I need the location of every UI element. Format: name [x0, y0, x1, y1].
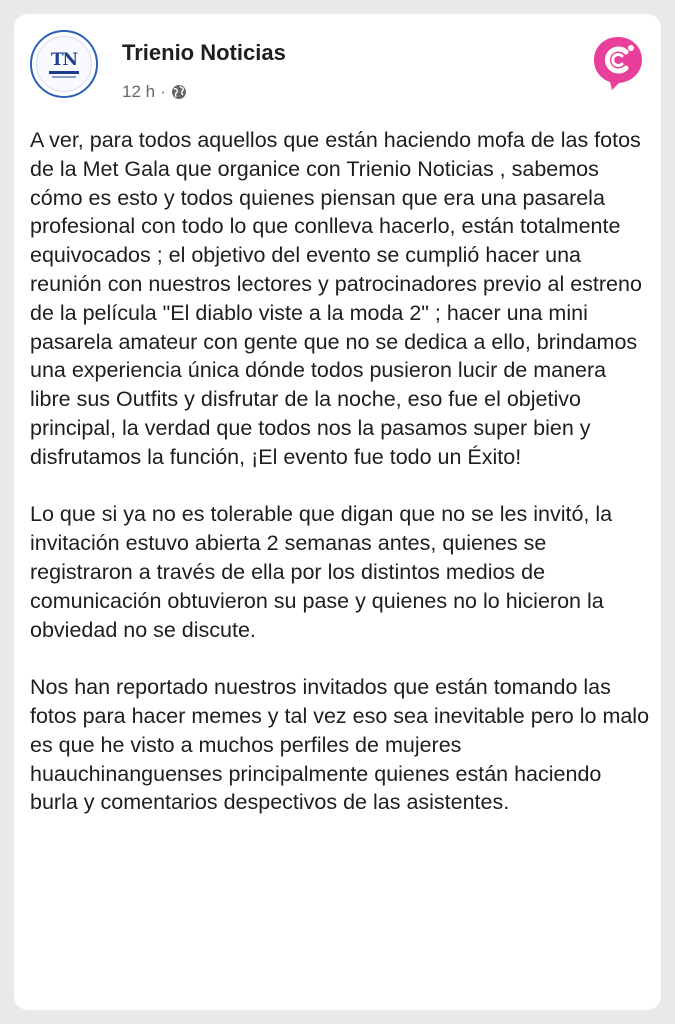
meta-separator: ·: [160, 82, 166, 101]
avatar[interactable]: [30, 30, 98, 98]
avatar-logo-bar-thin: [52, 76, 76, 78]
post-card: [14, 14, 661, 1010]
post-paragraph-2: Lo que si ya no es tolerable que digan que no se les invitó, la invitación estuvo abierta 2 semanas antes, quienes se registraron a través de ella por los distintos medios de comunicación obtuvieron su pase y quienes no lo hicieron la obviedad no se discute.: [30, 502, 613, 642]
post-meta: [122, 82, 187, 102]
post-time[interactable]: 12 h: [122, 82, 156, 101]
globe-icon: [171, 84, 187, 100]
post-body: [30, 126, 650, 846]
post-header: [30, 30, 645, 110]
avatar-logo-text: TN: [50, 49, 78, 70]
pink-c-logo-icon: [591, 34, 645, 92]
page-name[interactable]: Trienio Noticias: [122, 40, 286, 65]
avatar-logo-bar: [49, 71, 79, 74]
post-paragraph-1: A ver, para todos aquellos que están haciendo mofa de las fotos de la Met Gala que organice con Trienio Noticias , sabemos cómo es esto y todos quienes piensan que era una pasarela profesional con todo lo que conlleva hacerlo, están totalmente equivocados ; el objetivo del evento se cumplió hacer una reunión con nuestros lectores y patrocinadores previo al estreno de la película "El diablo viste a la moda 2" ; hacer una mini pasarela amateur con gente que no se dedica a ello, brindamos una experiencia única dónde todos pusieron lucir de manera libre sus Outfits y disfrutar de la noche, eso fue el objetivo principal, la verdad que todos nos la pasamos super bien y disfrutamos la función, ¡El evento fue todo un Éxito!: [30, 128, 642, 469]
post-paragraph-3: Nos han reportado nuestros invitados que están tomando las fotos para hacer memes y tal vez eso sea inevitable pero lo malo es que he visto a muchos perfiles de mujeres huauchinanguenses principalmente quienes están haciendo burla y comentarios despectivos de las asistentes.: [30, 675, 650, 815]
avatar-logo: [36, 36, 92, 92]
